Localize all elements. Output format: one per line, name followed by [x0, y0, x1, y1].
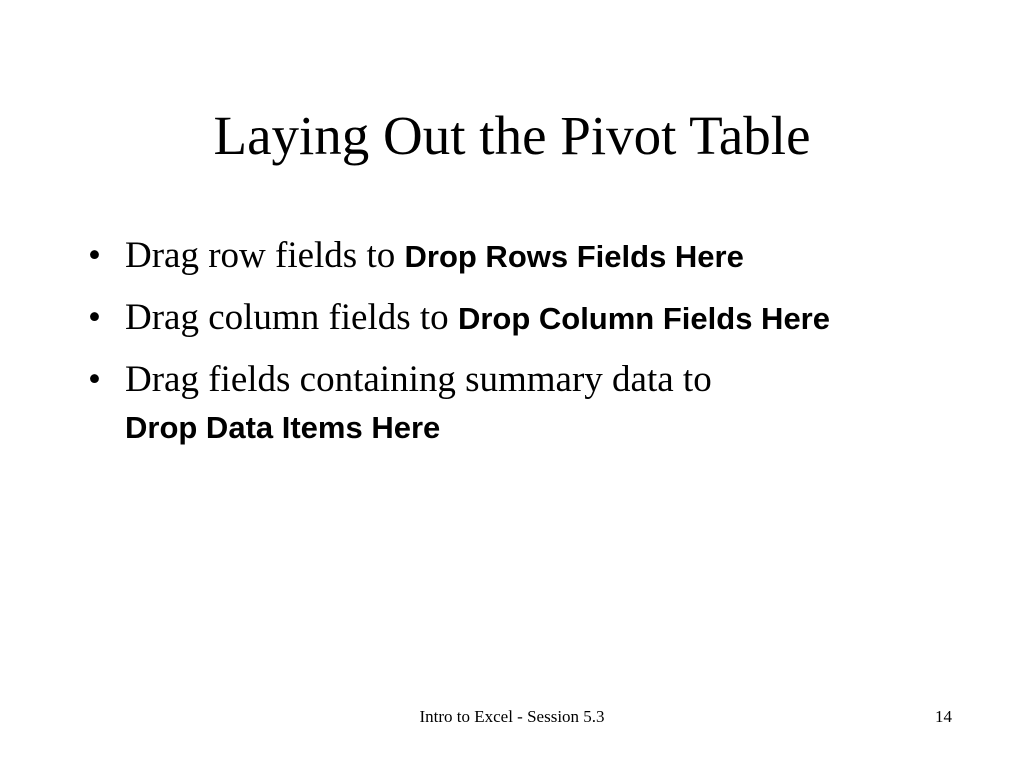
bullet-list [88, 232, 928, 465]
bullet-item [88, 232, 928, 280]
bullet-emphasis: Drop Data Items Here [125, 410, 441, 445]
bullet-text: Drag fields containing summary data to [125, 359, 712, 400]
bullet-dot-icon: • [88, 297, 101, 338]
bullet-text: Drag row fields to [125, 235, 405, 276]
footer-caption: Intro to Excel - Session 5.3 [419, 707, 605, 726]
bullet-item [88, 294, 928, 342]
slide-title: Laying Out the Pivot Table [213, 105, 811, 166]
bullet-item [88, 356, 928, 451]
page-number: 14 [935, 707, 952, 726]
bullet-dot-icon: • [88, 359, 101, 400]
bullet-emphasis: Drop Rows Fields Here [404, 239, 744, 274]
bullet-dot-icon: • [88, 235, 101, 276]
bullet-text: Drag column fields to [125, 297, 458, 338]
bullet-emphasis: Drop Column Fields Here [457, 301, 830, 336]
